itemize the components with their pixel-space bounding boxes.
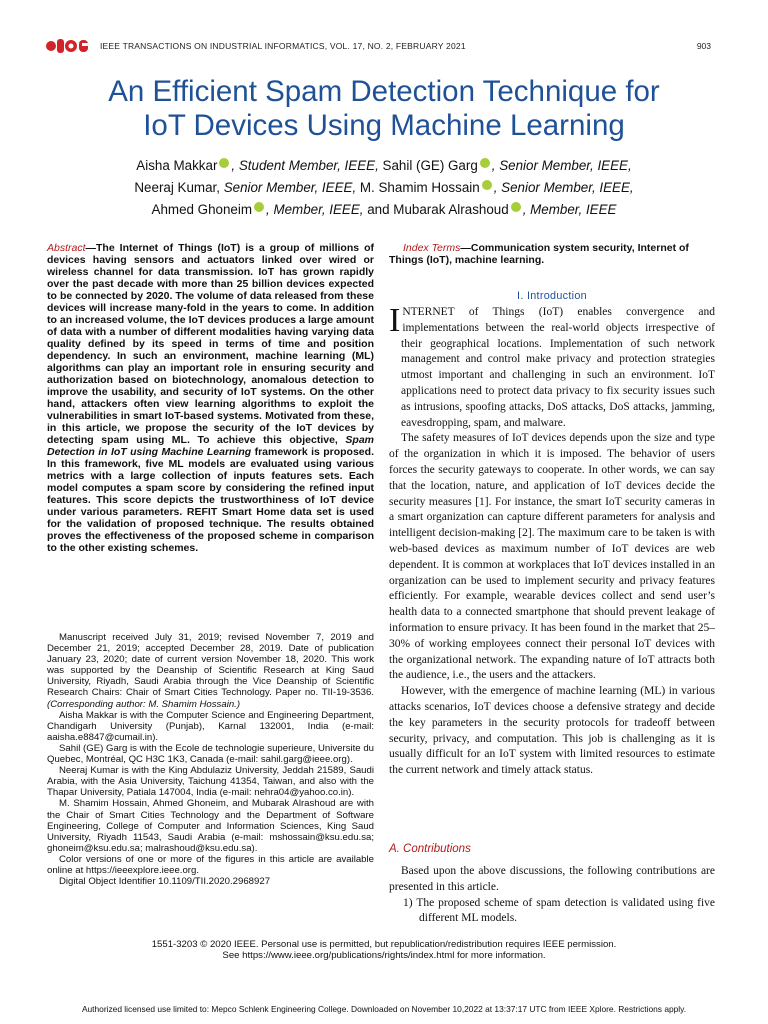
paper-title: [0, 75, 768, 143]
ies-logo: [45, 36, 91, 56]
author-name: Ahmed Ghoneim: [151, 202, 253, 217]
author-name: M. Shamim Hossain: [356, 180, 480, 195]
author-line-3: [0, 199, 768, 221]
abstract-text: —The Internet of Things (IoT) is a group of millions of devices having sensors and actuators linked over wired or wireless channel for data transmission. IoT has grown rapidly over the past decade with more than 25 billion devices expected to be connected by 2020. The volume of data released from these devices will increase many-fold in the years to come. In addition to an increased volume, the IoT devices produces a large amount of data with a number of different modalities having varying data quality defined by its speed in terms of time and position dependency. In such an environment, machine learning (ML) algorithms can play an important role in ensuring security and authorization based on biotechnology, anomalous detection to improve the usability, and security of IoT systems. On the other hand, attackers often view learning algorithms to exploit the vulnerabilities in smart IoT-based systems. Motivated from these, in this article, we propose the security of the IoT devices by detecting spam using ML. To achieve this objective,: [47, 242, 374, 446]
index-terms: [389, 242, 715, 266]
license-notice: Authorized licensed use limited to: Mepco Schlenk Engineering College. Downloaded on November 10,2022 at 13:37:17 UTC from IEEE Xplore. Restrictions apply.: [81, 1004, 687, 1014]
author-affiliation: Senior Member, IEEE,: [219, 180, 357, 195]
section-heading-introduction: [389, 290, 715, 302]
orcid-icon[interactable]: [482, 180, 492, 190]
footnotes: [47, 632, 374, 887]
subsection-heading-contributions: A. Contributions: [389, 843, 471, 855]
author-name: Aisha Makkar: [136, 158, 218, 173]
copyright-line-2: See https://www.ieee.org/publications/rights/index.html for more information.: [222, 950, 546, 961]
abstract-text: framework is proposed. In this framework, five ML models are evaluated using various metrics with a large collection of inputs features sets. Each model computes a spam score by considering the refined input features. This score depicts the trustworthiness of IoT device under various parameters. REFIT Smart Home data set is used for the validation of proposed technique. The results obtained proves the effectiveness of the proposed scheme in comparison to the other existing schemes.: [47, 446, 374, 554]
author-affiliation: , Student Member, IEEE,: [231, 158, 379, 173]
orcid-icon[interactable]: [254, 202, 264, 212]
copyright-notice: [0, 939, 768, 961]
orcid-icon[interactable]: [511, 202, 521, 212]
footnote: M. Shamim Hossain, Ahmed Ghoneim, and Mubarak Alrashoud are with the Chair of Smart Cities Technology and the Department of Software Engineering, College of Computer and Information Sciences, King Saud University, Riyadh 11543, Saudi Arabia (e-mail: mshossain@ksu.edu.sa; ghoneim@ksu.edu.sa; malrashoud@ksu.edu.sa).: [47, 798, 374, 854]
abstract-label: Abstract: [47, 242, 86, 254]
index-terms-text: —Communication system security, Internet of Things (IoT), machine learning.: [389, 242, 689, 266]
author-line-2: [0, 177, 768, 199]
footnote: Color versions of one or more of the figures in this article are available online at https://ieeexplore.ieee.org.: [47, 853, 374, 876]
author-line-1: [0, 155, 768, 177]
list-item: 1) The proposed scheme of spam detection is validated using five different ML models.: [403, 896, 715, 925]
author-list: [0, 155, 768, 221]
author-affiliation: , Senior Member, IEEE,: [491, 158, 632, 173]
footnote: Sahil (GE) Garg is with the Ecole de technologie superieure, Universite du Quebec, Montréal, QC H3C 1K3, Canada (e-mail: sahil.garg@ieee.org).: [47, 742, 374, 766]
corresponding-author: (Corresponding author: M. Shamim Hossain.): [47, 698, 241, 710]
paragraph-text: NTERNET of Things (IoT) enables convergence and implementations between the real-world objects irrespective of their geographical locations. Implementation of such network management and control make privacy and protection strategies utmost important and challenging in such an environment. IoT applications need to protect data privacy to fix security issues such as intrusions, spoofing attacks, DoS attacks, DoS attacks, jamming, eavesdropping, spam, and malware.: [401, 306, 715, 429]
footnote: [47, 632, 374, 710]
orcid-icon[interactable]: [480, 158, 490, 168]
title-line-2: IoT Devices Using Machine Learning: [143, 109, 625, 142]
title-line-1: An Efficient Spam Detection Technique for: [108, 75, 660, 108]
section-title: Introduction: [526, 290, 587, 302]
contributions-body: [389, 864, 715, 927]
author-affiliation: , Member, IEEE: [522, 202, 617, 217]
footnote: Neeraj Kumar is with the King Abdulaziz University, Jeddah 21589, Saudi Arabia, with the Asia University, Taichung 41354, Taiwan, and also with the Thapar University, Patiala 147004, India (e-mail: nehra04@yahoo.co.in).: [47, 765, 374, 799]
drop-cap: I: [389, 302, 401, 339]
section-number: I.: [517, 290, 527, 302]
introduction-body: [389, 302, 715, 779]
journal-header: IEEE TRANSACTIONS ON INDUSTRIAL INFORMATICS, VOL. 17, NO. 2, FEBRUARY 2021: [100, 41, 466, 51]
author-name: Neeraj Kumar,: [134, 180, 220, 195]
orcid-icon[interactable]: [219, 158, 229, 168]
copyright-line-1: 1551-3203 © 2020 IEEE. Personal use is permitted, but republication/redistribution requires IEEE permission.: [151, 939, 617, 950]
author-affiliation: , Senior Member, IEEE,: [493, 180, 634, 195]
abstract-emphasis: Spam Detection in IoT using Machine Learning: [47, 434, 374, 458]
paragraph: However, with the emergence of machine learning (ML) in various attacks scenarios, IoT devices choose a defensive strategy and decide the key parameters in the security protocols for tradeoff between security, privacy, and computation. This job is challenging as it is usually difficult for an IoT system with limited resources to estimate the current network and timely attack status.: [389, 685, 715, 777]
author-name: and Mubarak Alrashoud: [363, 202, 509, 217]
index-terms-label: Index Terms: [403, 242, 461, 254]
paragraph: Based upon the above discussions, the following contributions are presented in this article.: [389, 865, 715, 893]
footnote-text: Manuscript received July 31, 2019; revised November 7, 2019 and December 21, 2019; accepted December 28, 2019. Date of publication January 23, 2020; date of current version November 18, 2020. This work was supported by the Deanship of Scientific Research at King Saud University, Riyadh, Saudi Arabia through the Vice Deanship of Scientific Research Chairs: Chair of Smart Cities Technology. Paper no. TII-19-3536.: [47, 632, 374, 699]
author-name: Sahil (GE) Garg: [378, 158, 478, 173]
abstract: [47, 242, 374, 554]
author-affiliation: , Member, IEEE,: [266, 202, 364, 217]
footnote-doi: Digital Object Identifier 10.1109/TII.2020.2968927: [59, 876, 271, 888]
page-number: 903: [696, 41, 711, 51]
footnote: Aisha Makkar is with the Computer Science and Engineering Department, Chandigarh University (Punjab), Karnal 132001, India (e-mail: aaisha.e8847@cumail.in).: [47, 709, 374, 743]
paragraph: [389, 302, 715, 431]
paragraph: The safety measures of IoT devices depends upon the size and type of the organization in which it is imposed. The behavior of users forces the security gateways to cooperate. In other words, we can say that the location, nature, and application of IoT devices decide the security measures [1]. For instance, the smart IoT security cameras in a smart organization can capture different parameters for analysis and intelligent decision-making [2]. The maximum care to be taken is with web-based devices as maximum number of IoT devices are web dependent. It is common at workplaces that IoT devices installed in an organization can be used to implement security and privacy features efficiently. For example, wearable devices collect and send user’s health data to a connected smartphone that should prevent leakage of information to ensure privacy. It has been found in the market that 25–30% of working employees connect their personal IoT devices with the organizational network. The expanding nature of IoT attracts both the audience, i.e., the users and the attackers.: [389, 432, 715, 682]
